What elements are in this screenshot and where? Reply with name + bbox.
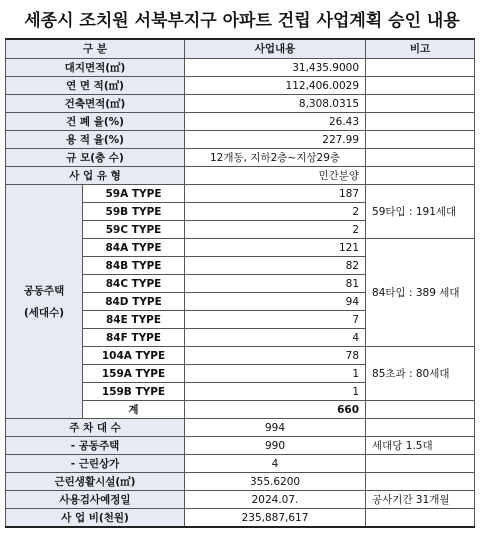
- unit-count: 82: [185, 257, 366, 275]
- total-label: 계: [83, 401, 185, 419]
- row-label: 건축면적(㎡): [6, 95, 185, 113]
- row-note: [366, 149, 475, 167]
- table-row: [6, 113, 475, 131]
- row-value: 227.99: [185, 131, 366, 149]
- unit-count: 81: [185, 275, 366, 293]
- table-row: [6, 455, 475, 473]
- unit-type: 84A TYPE: [83, 239, 185, 257]
- unit-count: 2: [185, 203, 366, 221]
- type-84-note: 84타입 : 389 세대: [366, 239, 475, 347]
- row-value: 2024.07.: [185, 491, 366, 509]
- row-value: 4: [185, 455, 366, 473]
- unit-type: 84D TYPE: [83, 293, 185, 311]
- table-row: [6, 491, 475, 509]
- unit-type: 84E TYPE: [83, 311, 185, 329]
- table-row: [6, 419, 475, 437]
- row-note: [366, 131, 475, 149]
- row-note: [366, 419, 475, 437]
- row-note: [366, 401, 475, 419]
- table-row: [6, 131, 475, 149]
- row-note: 세대당 1.5대: [366, 437, 475, 455]
- row-label: 대지면적(㎡): [6, 59, 185, 77]
- row-value: 235,887,617: [185, 509, 366, 528]
- row-note: [366, 113, 475, 131]
- project-table: [5, 38, 475, 528]
- unit-type: 59B TYPE: [83, 203, 185, 221]
- row-note: [366, 167, 475, 185]
- row-value: 990: [185, 437, 366, 455]
- row-label: 건 폐 율(%): [6, 113, 185, 131]
- row-label: 사 업 유 형: [6, 167, 185, 185]
- row-label: 용 적 율(%): [6, 131, 185, 149]
- row-note: [366, 455, 475, 473]
- unit-type: 84C TYPE: [83, 275, 185, 293]
- unit-count: 187: [185, 185, 366, 203]
- unit-count: 2: [185, 221, 366, 239]
- housing-group-unit: (세대수): [23, 306, 65, 319]
- row-value: 8,308.0315: [185, 95, 366, 113]
- table-header-row: [6, 39, 475, 59]
- row-label: 근린생활시설(㎡): [6, 473, 185, 491]
- row-note: [366, 95, 475, 113]
- unit-count: 4: [185, 329, 366, 347]
- unit-count: 7: [185, 311, 366, 329]
- table-row: [6, 437, 475, 455]
- row-value: 112,406.0029: [185, 77, 366, 95]
- unit-count: 78: [185, 347, 366, 365]
- unit-count: 1: [185, 365, 366, 383]
- unit-type: 84F TYPE: [83, 329, 185, 347]
- unit-count: 94: [185, 293, 366, 311]
- unit-type: 59A TYPE: [83, 185, 185, 203]
- row-value: 355.6200: [185, 473, 366, 491]
- table-row: [6, 95, 475, 113]
- row-note: [366, 473, 475, 491]
- row-value: 31,435.9000: [185, 59, 366, 77]
- row-value: 민간분양: [185, 167, 366, 185]
- row-label: 사용검사예정일: [6, 491, 185, 509]
- row-value: 994: [185, 419, 366, 437]
- housing-group-label: [6, 185, 83, 419]
- unit-count: 1: [185, 383, 366, 401]
- unit-type: 59C TYPE: [83, 221, 185, 239]
- table-row: [6, 77, 475, 95]
- unit-type: 104A TYPE: [83, 347, 185, 365]
- table-row: [6, 59, 475, 77]
- header-category: 구 분: [6, 39, 185, 59]
- header-content: 사업내용: [185, 39, 366, 59]
- row-label: 연 면 적(㎡): [6, 77, 185, 95]
- row-label: 주 차 대 수: [6, 419, 185, 437]
- housing-group-title: 공동주택: [23, 284, 65, 297]
- row-label: - 근린상가: [6, 455, 185, 473]
- type-85-note: 85초과 : 80세대: [366, 347, 475, 401]
- row-label: 규 모(층 수): [6, 149, 185, 167]
- table-row: [6, 185, 475, 203]
- row-value: 12개동, 지하2층~지상29층: [185, 149, 366, 167]
- row-value: 26.43: [185, 113, 366, 131]
- header-remarks: 비고: [366, 39, 475, 59]
- unit-type: 159A TYPE: [83, 365, 185, 383]
- row-note: [366, 509, 475, 528]
- total-value: 660: [185, 401, 366, 419]
- row-label: 사 업 비(천원): [6, 509, 185, 528]
- type-59-note: 59타입 : 191세대: [366, 185, 475, 239]
- row-note: [366, 77, 475, 95]
- unit-count: 121: [185, 239, 366, 257]
- unit-type: 84B TYPE: [83, 257, 185, 275]
- table-row: [6, 167, 475, 185]
- row-note: 공사기간 31개월: [366, 491, 475, 509]
- unit-type: 159B TYPE: [83, 383, 185, 401]
- page-title: 세종시 조치원 서북부지구 아파트 건립 사업계획 승인 내용: [24, 11, 460, 31]
- row-label: - 공동주택: [6, 437, 185, 455]
- table-row: [6, 149, 475, 167]
- table-row: [6, 473, 475, 491]
- table-row: [6, 509, 475, 528]
- row-note: [366, 59, 475, 77]
